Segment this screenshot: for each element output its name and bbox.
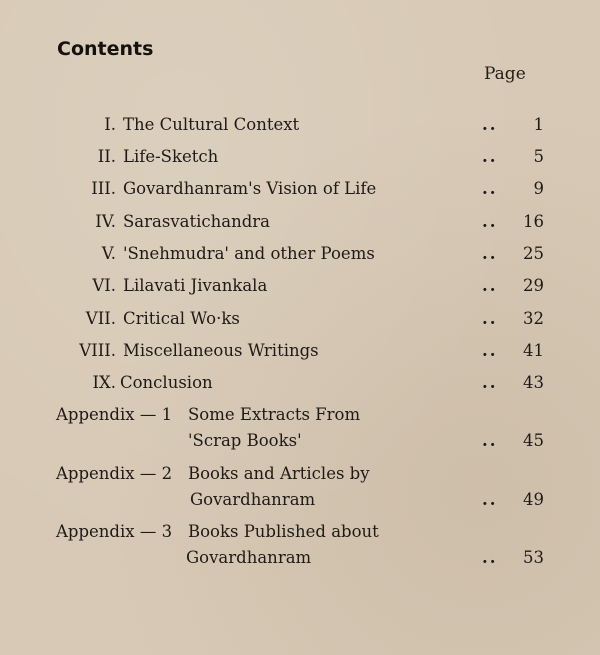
toc-entry (0, 276, 600, 300)
chapter-number: I. (104, 115, 116, 134)
leader-dots: .. (482, 212, 498, 231)
page-column-label: Page (484, 64, 526, 84)
appendix-title-line1: Books Published about (188, 522, 379, 541)
toc-entry (0, 147, 600, 171)
toc-entry (0, 309, 600, 333)
toc-entry (0, 244, 600, 268)
leader-dots: .. (482, 115, 498, 134)
chapter-number: III. (91, 179, 116, 198)
chapter-title: Govardhanram's Vision of Life (123, 179, 377, 198)
leader-dots: .. (482, 309, 498, 328)
chapter-title: The Cultural Context (123, 115, 300, 134)
appendix-title-line1: Some Extracts From (188, 405, 361, 424)
toc-entry (0, 212, 600, 236)
appendix-entry (0, 522, 600, 546)
chapter-number: VI. (92, 276, 116, 295)
toc-entry (0, 115, 600, 139)
page-number: 9 (533, 179, 544, 198)
leader-dots: .. (482, 276, 498, 295)
appendix-label: Appendix — 1 (56, 405, 173, 424)
appendix-entry (0, 464, 600, 488)
page-number: 41 (523, 341, 544, 360)
page-number: 25 (523, 244, 544, 263)
chapter-number: IX. (92, 373, 116, 392)
toc-entry (0, 341, 600, 365)
page-number: 16 (523, 212, 544, 231)
page-number: 1 (533, 115, 544, 134)
page-number: 5 (533, 147, 544, 166)
leader-dots: .. (482, 431, 498, 450)
chapter-number: VII. (85, 309, 116, 328)
chapter-number: VIII. (79, 341, 116, 360)
chapter-title: Miscellaneous Writings (123, 341, 319, 360)
page-number: 53 (523, 548, 544, 567)
page-number: 32 (523, 309, 544, 328)
leader-dots: .. (482, 373, 498, 392)
appendix-label: Appendix — 2 (56, 464, 173, 483)
chapter-title: Critical Wo·ks (123, 309, 240, 328)
leader-dots: .. (482, 179, 498, 198)
page-number: 49 (523, 490, 544, 509)
leader-dots: .. (482, 548, 498, 567)
chapter-number: V. (101, 244, 116, 263)
chapter-title: Life-Sketch (123, 147, 219, 166)
appendix-label: Appendix — 3 (56, 522, 173, 541)
page-number: 45 (523, 431, 544, 450)
leader-dots: .. (482, 244, 498, 263)
contents-heading: Contents (57, 38, 154, 60)
toc-entry (0, 179, 600, 203)
leader-dots: .. (482, 490, 498, 509)
appendix-title-line2: 'Scrap Books' (188, 431, 302, 450)
chapter-title: Sarasvatichandra (123, 212, 271, 231)
appendix-title-line2: Govardhanram (186, 548, 312, 567)
appendix-title-line1: Books and Articles by (188, 464, 370, 483)
chapter-title: 'Snehmudra' and other Poems (123, 244, 375, 263)
chapter-number: IV. (95, 212, 116, 231)
chapter-title: Lilavati Jivankala (123, 276, 268, 295)
appendix-entry-continued (0, 548, 600, 572)
chapter-number: II. (97, 147, 116, 166)
appendix-entry-continued (0, 490, 600, 514)
page-number: 29 (523, 276, 544, 295)
chapter-title: Conclusion (120, 373, 213, 392)
appendix-entry (0, 405, 600, 429)
leader-dots: .. (482, 147, 498, 166)
appendix-title-line2: Govardhanram (190, 490, 316, 509)
appendix-entry-continued (0, 431, 600, 455)
page-number: 43 (523, 373, 544, 392)
toc-entry (0, 373, 600, 397)
leader-dots: .. (482, 341, 498, 360)
